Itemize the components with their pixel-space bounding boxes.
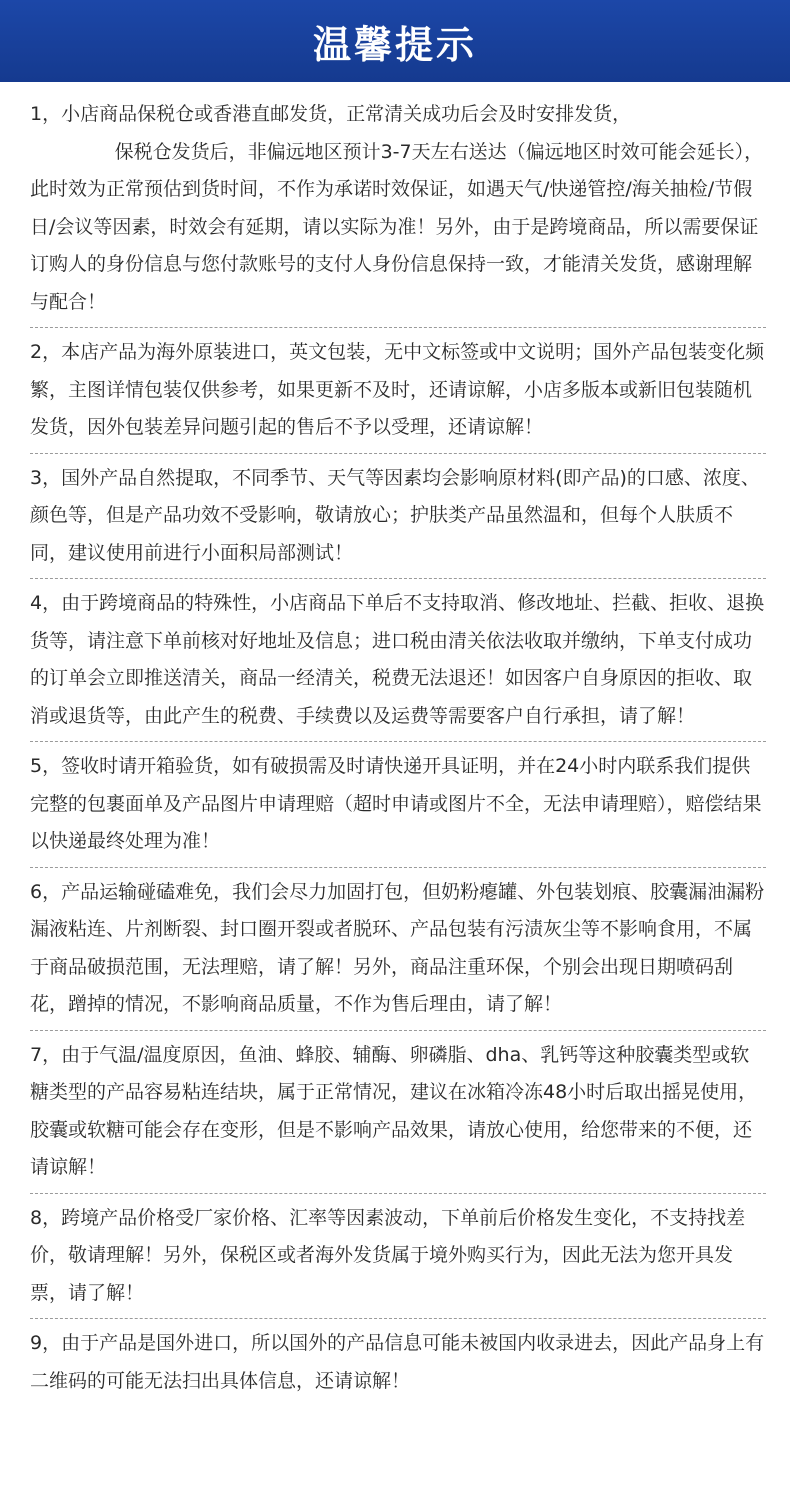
page-title: 温馨提示 [312, 22, 477, 67]
notice-text: 8，跨境产品价格受厂家价格、汇率等因素波动，下单前后价格发生变化，不支持找差价，敬请理解！另外，保税区或者海外发货属于境外购买行为，因此无法为您开具发票，请了解！ [30, 1206, 746, 1304]
notice-text: 4，由于跨境商品的特殊性，小店商品下单后不支持取消、修改地址、拦截、拒收、退换货等，请注意下单前核对好地址及信息；进口税由清关依法收取并缴纳，下单支付成功的订单会立即推送清关，商品一经清关，税费无法退还！如因客户自身原因的拒收、取消或退货等，由此产生的税费、手续费以及运费等需要客户自行承担，请了解！ [30, 592, 765, 727]
notice-item-3 [30, 454, 766, 580]
notice-item-1 [30, 90, 766, 328]
notice-text: 3，国外产品自然提取，不同季节、天气等因素均会影响原材料(即产品)的口感、浓度、颜色等，但是产品功效不受影响，敬请放心；护肤类产品虽然温和，但每个人肤质不同，建议使用前进行小面积局部测试！ [30, 466, 760, 564]
notice-item-5 [30, 742, 766, 868]
notice-item-7 [30, 1031, 766, 1194]
notice-text: 7，由于气温/温度原因，鱼油、蜂胶、辅酶、卵磷脂、dha、乳钙等这种胶囊类型或软糖类型的产品容易粘连结块，属于正常情况，建议在冰箱冷冻48小时后取出摇晃使用，胶囊或软糖可能会存在变形，但是不影响产品效果，请放心使用，给您带来的不便，还请谅解！ [30, 1043, 758, 1178]
header-banner [0, 0, 790, 82]
notice-item-9 [30, 1319, 766, 1406]
notice-item-6 [30, 868, 766, 1031]
notice-item-4 [30, 579, 766, 742]
notice-text: 5，签收时请开箱验货，如有破损需及时请快递开具证明，并在24小时内联系我们提供完整的包裹面单及产品图片申请理赔（超时申请或图片不全，无法申请理赔），赔偿结果以快递最终处理为准！ [30, 755, 762, 852]
notice-item-2 [30, 328, 766, 454]
notice-text: 9，由于产品是国外进口，所以国外的产品信息可能未被国内收录进去，因此产品身上有二维码的可能无法扫出具体信息，还请谅解！ [30, 1332, 765, 1392]
notice-text: 1，小店商品保税仓或香港直邮发货，正常清关成功后会及时安排发货， 保税仓发货后，非偏远地区预计3-7天左右送达（偏远地区时效可能会延长），此时效为正常预估到货时间，不作为承诺时效保证，如遇天气/快递管控/海关抽检/节假日/会议等因素，时效会有延期，请以实际为准！另外，由于是跨境商品，所以需要保证订购人的身份信息与您付款账号的支付人身份信息保持一致，才能清关发货，感谢理解与配合！ [30, 103, 764, 313]
notice-text: 6，产品运输碰磕难免，我们会尽力加固打包，但奶粉瘪罐、外包装划痕、胶囊漏油漏粉漏液粘连、片剂断裂、封口圈开裂或者脱环、产品包装有污渍灰尘等不影响食用，不属于商品破损范围，无法理赔，请了解！另外，商品注重环保，个别会出现日期喷码刮花，蹭掉的情况，不影响商品质量，不作为售后理由，请了解！ [30, 880, 765, 1015]
notice-text: 2，本店产品为海外原装进口，英文包装，无中文标签或中文说明；国外产品包装变化频繁，主图详情包装仅供参考，如果更新不及时，还请谅解，小店多版本或新旧包装随机发货，因外包装差异问题引起的售后不予以受理，还请谅解！ [30, 341, 765, 438]
notice-list [0, 82, 790, 1406]
notice-item-8 [30, 1194, 766, 1320]
